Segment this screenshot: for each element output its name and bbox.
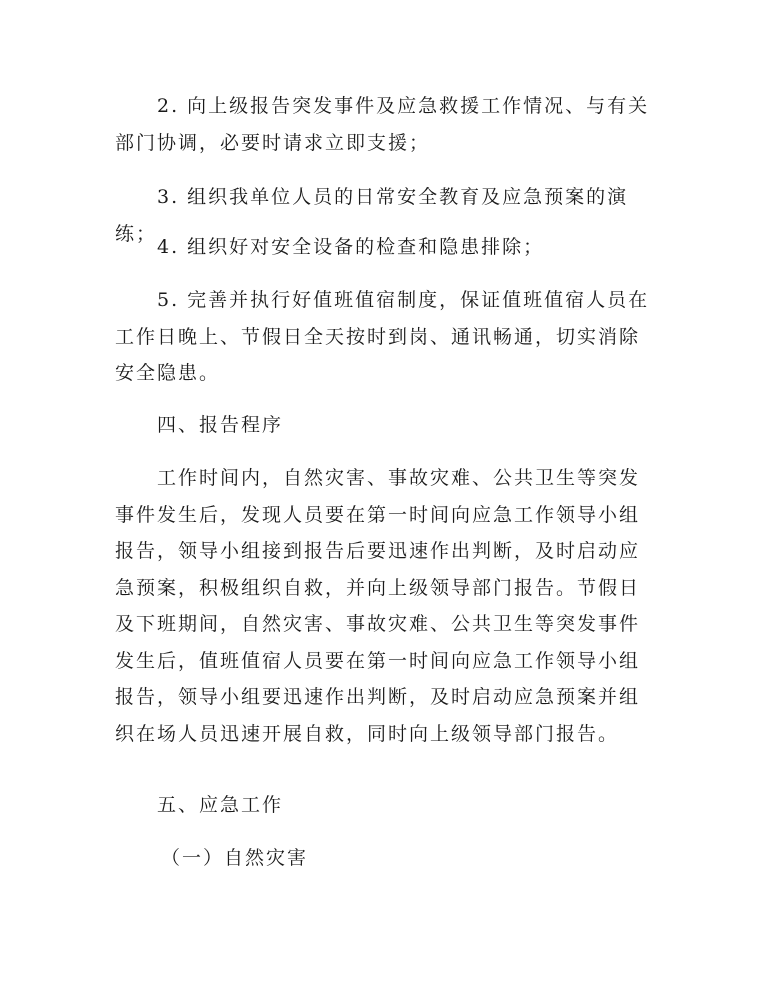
paragraph-item-5: 5. 完善并执行好值班值宿制度，保证值班值宿人员在工作日晚上、节假日全天按时到岗、通讯畅通，切实消除安全隐患。 <box>115 289 650 384</box>
paragraph-item-4: 4. 组织好对安全设备的检查和隐患排除； <box>157 236 545 258</box>
paragraph-reporting-body: 工作时间内，自然灾害、事故灾难、公共卫生等突发事件发生后，发现人员要在第一时间向应急工作领导小组报告，领导小组接到报告后要迅速作出判断，及时启动应急预案，积极组织自救，并向上级领导部门报告。节假日及下班期间，自然灾害、事故灾难、公共卫生等突发事件发生后，值班值宿人员要在第一时间向应急工作领导小组报告，领导小组要迅速作出判断，及时启动应急预案并组织在场人员迅速开展自救，同时向上级领导部门报告。 <box>115 467 641 745</box>
subsection-heading-natural-disaster: （一）自然灾害 <box>161 847 309 869</box>
paragraph-item-2: 2. 向上级报告突发事件及应急救援工作情况、与有关部门协调，必要时请求立即支援； <box>115 95 650 154</box>
section-heading-reporting: 四、报告程序 <box>157 414 284 436</box>
paragraph-item-3: 3. 组织我单位人员的日常安全教育及应急预案的演练； <box>115 186 629 245</box>
section-heading-emergency: 五、应急工作 <box>157 794 284 816</box>
